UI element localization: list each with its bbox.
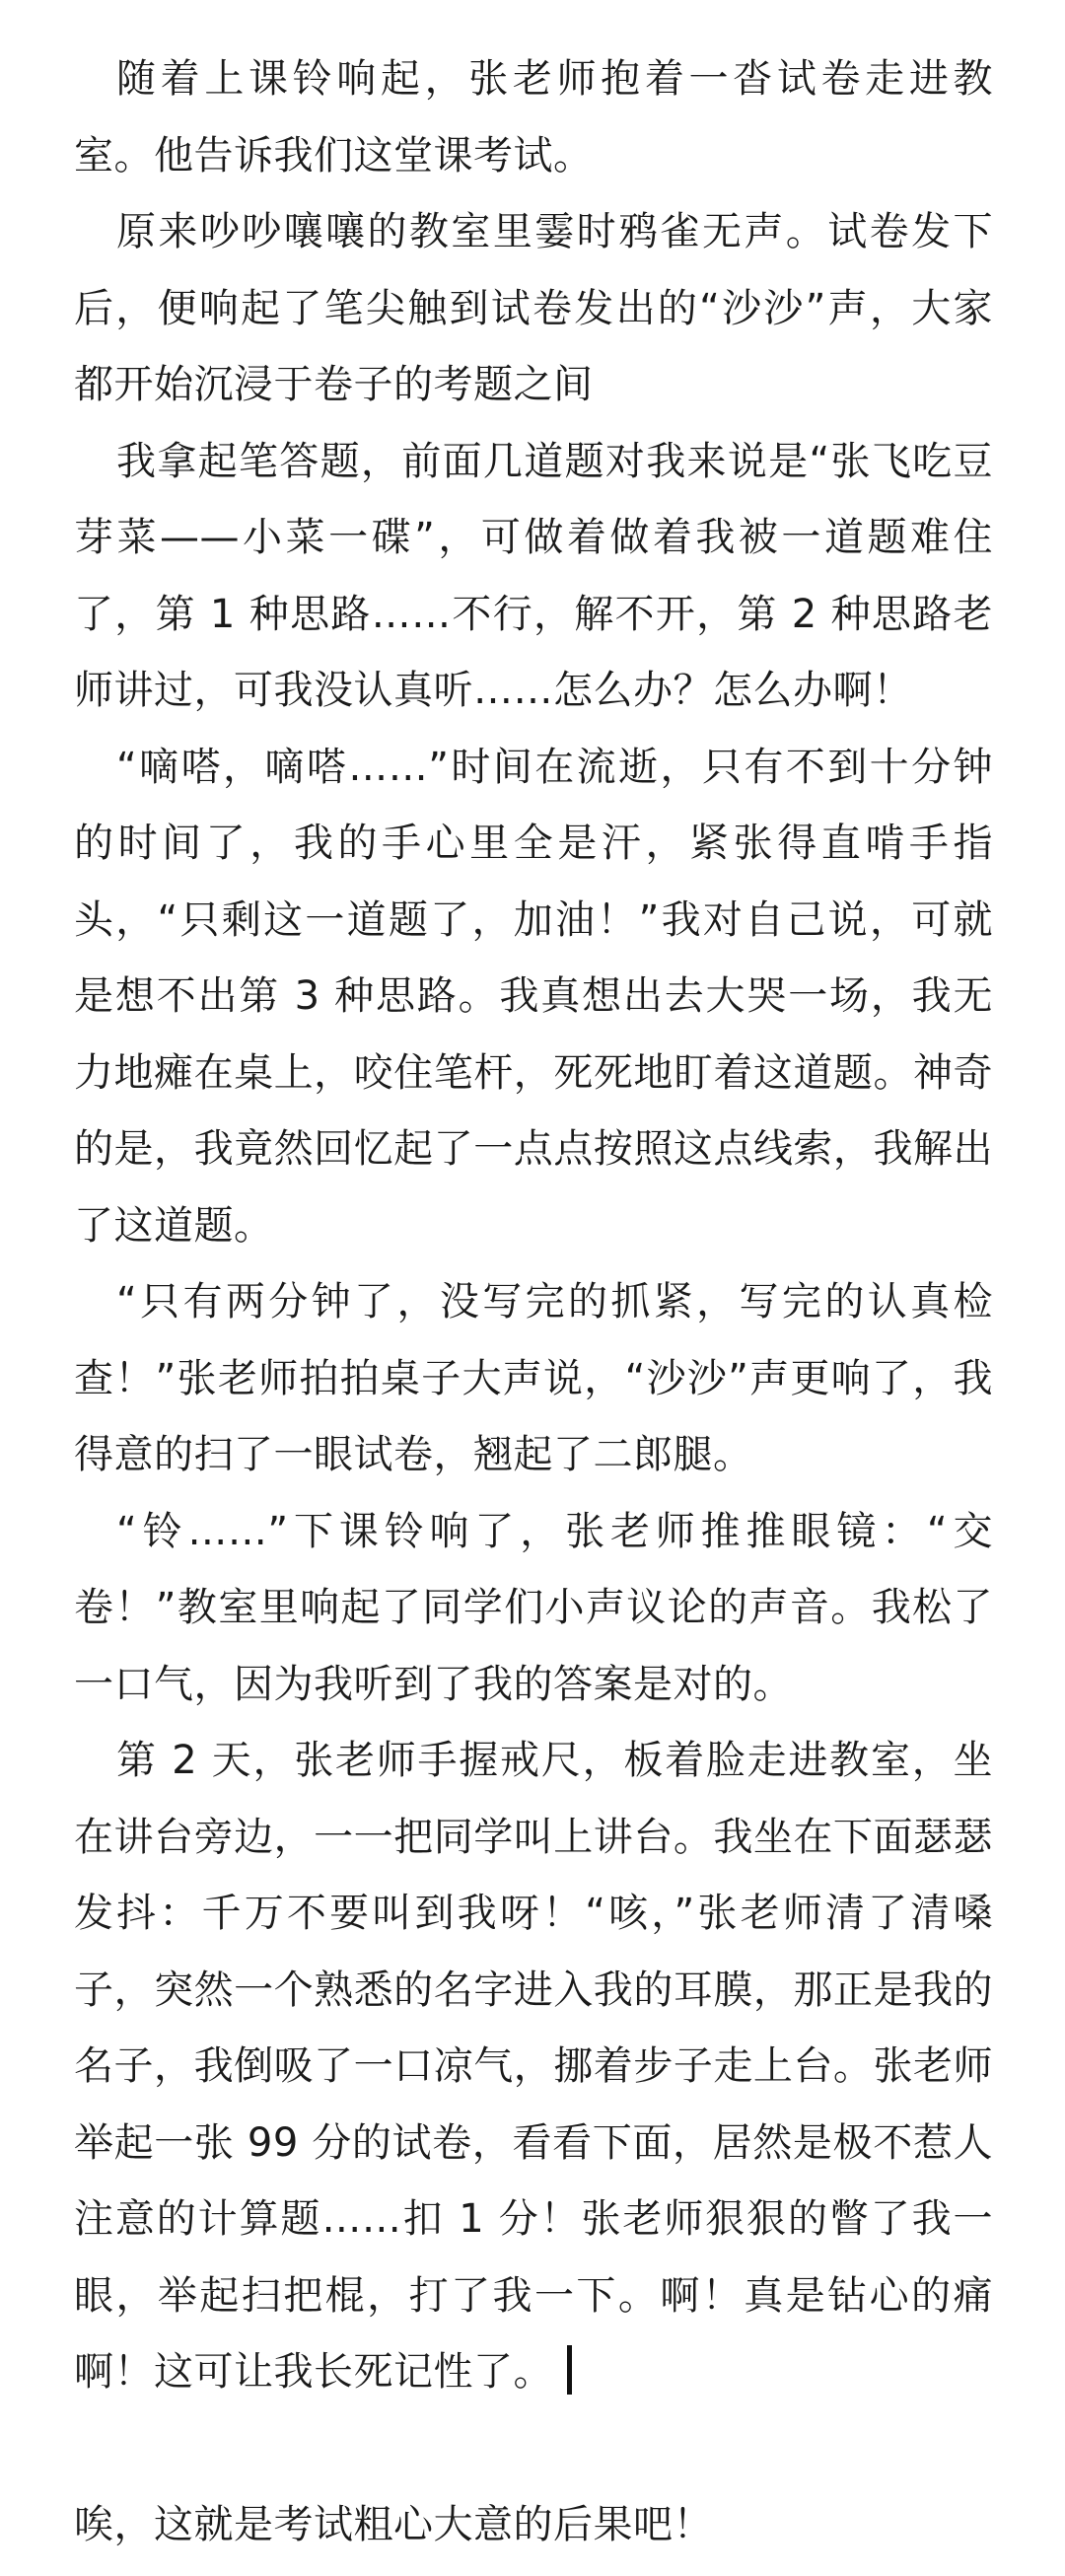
paragraph-7-text: 第 2 天，张老师手握戒尺，板着脸走进教室，坐在讲台旁边，一一把同学叫上讲台。我坐在下面瑟瑟发抖：千万不要叫到我呀！“咳，”张老师清了清嗓子，突然一个熟悉的名字进入我的耳膜，那正是我的名子，我倒吸了一口凉气，挪着步子走上台。张老师举起一张 99 分的试卷，看看下面，居然是极不惹人注意的计算题……扣 1 分！张老师狠狠的瞥了我一眼，举起扫把棍，打了我一下。啊！真是钻心的痛啊！这可让我长死记性了。 <box>74 1738 993 2395</box>
blank-line <box>74 2411 993 2487</box>
paragraph-5: “只有两分钟了，没写完的抓紧，写完的认真检查！”张老师拍拍桌子大声说，“沙沙”声更响了，我得意的扫了一眼试卷，翘起了二郎腿。 <box>74 1279 993 1477</box>
closing-line: 唉，这就是考试粗心大意的后果吧！ <box>74 2501 713 2547</box>
paragraph-2: 原来吵吵嚷嚷的教室里霎时鸦雀无声。试卷发下后，便响起了笔尖触到试卷发出的“沙沙”声，大家都开始沉浸于卷子的考题之间 <box>74 209 993 407</box>
paragraph-4: “嘀嗒，嘀嗒……”时间在流逝，只有不到十分钟的时间了，我的手心里全是汗，紧张得直啃手指头，“只剩这一道题了，加油！”我对自己说，可就是想不出第 3 种思路。我真想出去大哭一场，我无力地瘫在桌上，咬住笔杆，死死地盯着这道题。神奇的是，我竟然回忆起了一点点按照这点线索，我解出了这道题。 <box>74 744 993 1249</box>
paragraph-1: 随着上课铃响起，张老师抱着一沓试卷走进教室。他告诉我们这堂课考试。 <box>74 56 993 179</box>
paragraph-6: “铃……”下课铃响了，张老师推推眼镜：“交卷！”教室里响起了同学们小声议论的声音。我松了一口气，因为我听到了我的答案是对的。 <box>74 1508 993 1707</box>
paragraph-7[interactable] <box>74 1723 993 2411</box>
paragraph-3: 我拿起笔答题，前面几道题对我来说是“张飞吃豆芽菜——小菜一碟”，可做着做着我被一道题难住了，第 1 种思路……不行，解不开，第 2 种思路老师讲过，可我没认真听……怎么办？怎么办啊！ <box>74 438 993 713</box>
text-cursor <box>567 2345 572 2395</box>
